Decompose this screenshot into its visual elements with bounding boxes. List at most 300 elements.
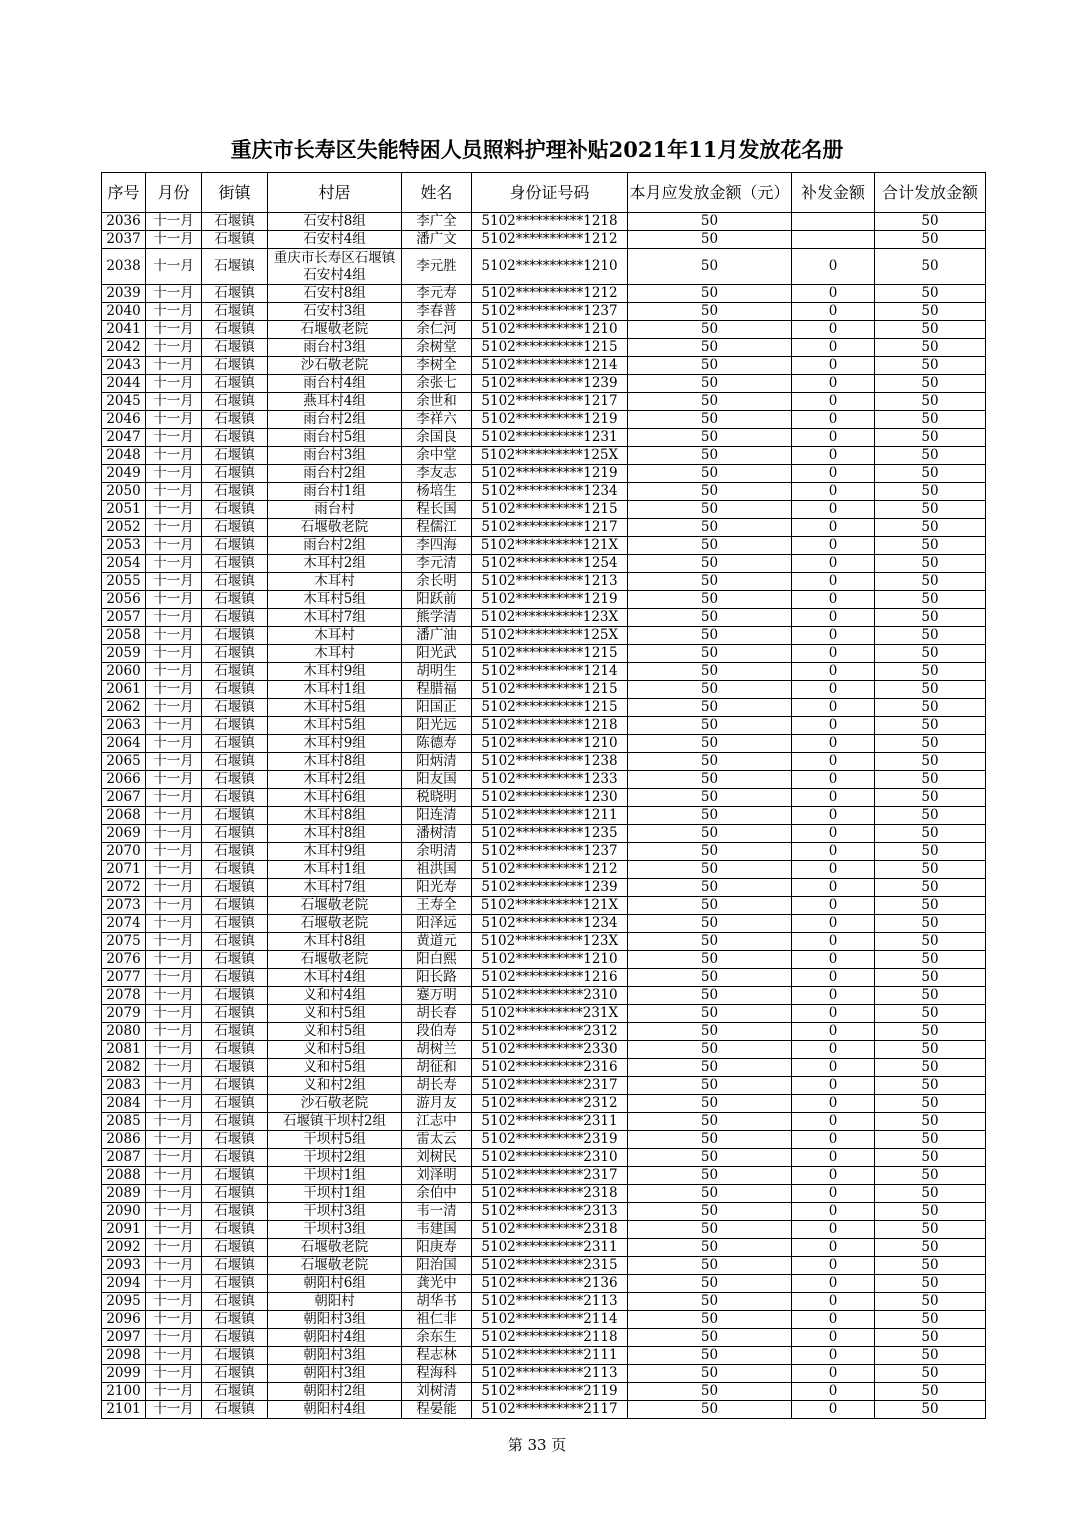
village-cell: 木耳村2组 xyxy=(268,771,402,789)
id-number-cell: 5102**********1212 xyxy=(472,231,628,249)
amount-cell: 50 xyxy=(628,753,792,771)
supplement-cell: 0 xyxy=(792,1113,875,1131)
name-cell: 刘树民 xyxy=(402,1149,472,1167)
amount-cell: 50 xyxy=(628,933,792,951)
total-cell: 50 xyxy=(875,717,986,735)
month-cell: 十一月 xyxy=(146,825,202,843)
month-cell: 十一月 xyxy=(146,1239,202,1257)
name-cell: 刘树清 xyxy=(402,1383,472,1401)
month-cell: 十一月 xyxy=(146,879,202,897)
month-cell: 十一月 xyxy=(146,483,202,501)
name-cell: 段伯寿 xyxy=(402,1023,472,1041)
total-cell: 50 xyxy=(875,555,986,573)
col-town-header: 街镇 xyxy=(202,173,268,213)
village-cell: 木耳村7组 xyxy=(268,879,402,897)
month-cell: 十一月 xyxy=(146,1329,202,1347)
table-row xyxy=(102,1401,986,1419)
village-cell: 义和村4组 xyxy=(268,987,402,1005)
supplement-cell: 0 xyxy=(792,537,875,555)
id-number-cell: 5102**********1215 xyxy=(472,501,628,519)
town-cell: 石堰镇 xyxy=(202,663,268,681)
total-cell: 50 xyxy=(875,843,986,861)
amount-cell: 50 xyxy=(628,573,792,591)
village-cell: 石安村3组 xyxy=(268,303,402,321)
amount-cell: 50 xyxy=(628,357,792,375)
name-cell: 陈德寿 xyxy=(402,735,472,753)
month-cell: 十一月 xyxy=(146,1401,202,1419)
supplement-cell: 0 xyxy=(792,1365,875,1383)
amount-cell: 50 xyxy=(628,1365,792,1383)
supplement-cell: 0 xyxy=(792,1023,875,1041)
town-cell: 石堰镇 xyxy=(202,1185,268,1203)
town-cell: 石堰镇 xyxy=(202,771,268,789)
name-cell: 阳跃前 xyxy=(402,591,472,609)
name-cell: 程海科 xyxy=(402,1365,472,1383)
seq-cell: 2085 xyxy=(102,1113,146,1131)
table-row xyxy=(102,807,986,825)
id-number-cell: 5102**********1216 xyxy=(472,969,628,987)
supplement-cell: 0 xyxy=(792,771,875,789)
village-cell: 朝阳村3组 xyxy=(268,1347,402,1365)
amount-cell: 50 xyxy=(628,465,792,483)
name-cell: 阳光武 xyxy=(402,645,472,663)
id-number-cell: 5102**********1234 xyxy=(472,915,628,933)
total-cell: 50 xyxy=(875,735,986,753)
total-cell: 50 xyxy=(875,213,986,231)
town-cell: 石堰镇 xyxy=(202,429,268,447)
month-cell: 十一月 xyxy=(146,1077,202,1095)
village-cell: 朝阳村3组 xyxy=(268,1311,402,1329)
supplement-cell: 0 xyxy=(792,825,875,843)
supplement-cell: 0 xyxy=(792,1401,875,1419)
total-cell: 50 xyxy=(875,1203,986,1221)
month-cell: 十一月 xyxy=(146,771,202,789)
amount-cell: 50 xyxy=(628,321,792,339)
amount-cell: 50 xyxy=(628,861,792,879)
seq-cell: 2054 xyxy=(102,555,146,573)
total-cell: 50 xyxy=(875,699,986,717)
amount-cell: 50 xyxy=(628,1257,792,1275)
table-row xyxy=(102,1383,986,1401)
total-cell: 50 xyxy=(875,879,986,897)
id-number-cell: 5102**********1235 xyxy=(472,825,628,843)
name-cell: 余树堂 xyxy=(402,339,472,357)
table-row xyxy=(102,753,986,771)
supplement-cell: 0 xyxy=(792,357,875,375)
id-number-cell: 5102**********2318 xyxy=(472,1185,628,1203)
col-seq-header: 序号 xyxy=(102,173,146,213)
town-cell: 石堰镇 xyxy=(202,357,268,375)
id-number-cell: 5102**********1212 xyxy=(472,861,628,879)
month-cell: 十一月 xyxy=(146,447,202,465)
name-cell: 祖仁非 xyxy=(402,1311,472,1329)
supplement-cell: 0 xyxy=(792,897,875,915)
id-number-cell: 5102**********2317 xyxy=(472,1077,628,1095)
name-cell: 阳国正 xyxy=(402,699,472,717)
total-cell: 50 xyxy=(875,951,986,969)
seq-cell: 2064 xyxy=(102,735,146,753)
seq-cell: 2038 xyxy=(102,249,146,285)
town-cell: 石堰镇 xyxy=(202,1059,268,1077)
name-cell: 李友志 xyxy=(402,465,472,483)
table-row xyxy=(102,987,986,1005)
seq-cell: 2089 xyxy=(102,1185,146,1203)
town-cell: 石堰镇 xyxy=(202,1203,268,1221)
village-cell: 雨台村3组 xyxy=(268,447,402,465)
supplement-cell: 0 xyxy=(792,735,875,753)
id-number-cell: 5102**********2113 xyxy=(472,1365,628,1383)
table-row xyxy=(102,717,986,735)
name-cell: 李四海 xyxy=(402,537,472,555)
seq-cell: 2078 xyxy=(102,987,146,1005)
village-cell: 木耳村8组 xyxy=(268,933,402,951)
id-number-cell: 5102**********2312 xyxy=(472,1023,628,1041)
seq-cell: 2098 xyxy=(102,1347,146,1365)
roster-table xyxy=(101,172,986,1419)
total-cell: 50 xyxy=(875,1221,986,1239)
supplement-cell: 0 xyxy=(792,501,875,519)
id-number-cell: 5102**********1214 xyxy=(472,357,628,375)
table-row xyxy=(102,357,986,375)
amount-cell: 50 xyxy=(628,501,792,519)
table-row xyxy=(102,609,986,627)
village-cell: 石堰敬老院 xyxy=(268,1257,402,1275)
table-row xyxy=(102,1311,986,1329)
town-cell: 石堰镇 xyxy=(202,807,268,825)
supplement-cell xyxy=(792,231,875,249)
month-cell: 十一月 xyxy=(146,1185,202,1203)
name-cell: 李元清 xyxy=(402,555,472,573)
town-cell: 石堰镇 xyxy=(202,1383,268,1401)
name-cell: 阳连清 xyxy=(402,807,472,825)
month-cell: 十一月 xyxy=(146,303,202,321)
seq-cell: 2083 xyxy=(102,1077,146,1095)
amount-cell: 50 xyxy=(628,285,792,303)
name-cell: 余中堂 xyxy=(402,447,472,465)
village-cell: 木耳村5组 xyxy=(268,591,402,609)
amount-cell: 50 xyxy=(628,519,792,537)
month-cell: 十一月 xyxy=(146,735,202,753)
id-number-cell: 5102**********2310 xyxy=(472,1149,628,1167)
name-cell: 阳炳清 xyxy=(402,753,472,771)
month-cell: 十一月 xyxy=(146,1203,202,1221)
id-number-cell: 5102**********1215 xyxy=(472,681,628,699)
total-cell: 50 xyxy=(875,1113,986,1131)
supplement-cell: 0 xyxy=(792,1131,875,1149)
total-cell: 50 xyxy=(875,861,986,879)
month-cell: 十一月 xyxy=(146,807,202,825)
table-header-row xyxy=(102,173,986,213)
seq-cell: 2045 xyxy=(102,393,146,411)
supplement-cell: 0 xyxy=(792,465,875,483)
name-cell: 胡征和 xyxy=(402,1059,472,1077)
seq-cell: 2040 xyxy=(102,303,146,321)
month-cell: 十一月 xyxy=(146,645,202,663)
name-cell: 李元胜 xyxy=(402,249,472,285)
month-cell: 十一月 xyxy=(146,1293,202,1311)
village-cell: 石堰敬老院 xyxy=(268,951,402,969)
month-cell: 十一月 xyxy=(146,411,202,429)
village-cell: 干坝村1组 xyxy=(268,1167,402,1185)
supplement-cell: 0 xyxy=(792,717,875,735)
supplement-cell: 0 xyxy=(792,1077,875,1095)
total-cell: 50 xyxy=(875,519,986,537)
name-cell: 余世和 xyxy=(402,393,472,411)
amount-cell: 50 xyxy=(628,411,792,429)
village-cell: 木耳村8组 xyxy=(268,807,402,825)
supplement-cell: 0 xyxy=(792,573,875,591)
seq-cell: 2039 xyxy=(102,285,146,303)
town-cell: 石堰镇 xyxy=(202,681,268,699)
month-cell: 十一月 xyxy=(146,609,202,627)
seq-cell: 2082 xyxy=(102,1059,146,1077)
supplement-cell: 0 xyxy=(792,681,875,699)
village-cell: 雨台村4组 xyxy=(268,375,402,393)
seq-cell: 2099 xyxy=(102,1365,146,1383)
amount-cell: 50 xyxy=(628,483,792,501)
total-cell: 50 xyxy=(875,1077,986,1095)
month-cell: 十一月 xyxy=(146,1347,202,1365)
name-cell: 韦一清 xyxy=(402,1203,472,1221)
amount-cell: 50 xyxy=(628,951,792,969)
seq-cell: 2092 xyxy=(102,1239,146,1257)
amount-cell: 50 xyxy=(628,915,792,933)
name-cell: 龚光中 xyxy=(402,1275,472,1293)
col-month-header: 月份 xyxy=(146,173,202,213)
seq-cell: 2072 xyxy=(102,879,146,897)
supplement-cell: 0 xyxy=(792,1221,875,1239)
seq-cell: 2044 xyxy=(102,375,146,393)
total-cell: 50 xyxy=(875,663,986,681)
seq-cell: 2036 xyxy=(102,213,146,231)
village-cell: 石堰敬老院 xyxy=(268,915,402,933)
col-village-header: 村居 xyxy=(268,173,402,213)
supplement-cell: 0 xyxy=(792,645,875,663)
town-cell: 石堰镇 xyxy=(202,1077,268,1095)
village-cell: 木耳村9组 xyxy=(268,663,402,681)
village-cell: 木耳村1组 xyxy=(268,861,402,879)
name-cell: 程长国 xyxy=(402,501,472,519)
town-cell: 石堰镇 xyxy=(202,753,268,771)
total-cell: 50 xyxy=(875,447,986,465)
town-cell: 石堰镇 xyxy=(202,843,268,861)
village-cell: 石堰敬老院 xyxy=(268,321,402,339)
month-cell: 十一月 xyxy=(146,1149,202,1167)
month-cell: 十一月 xyxy=(146,1167,202,1185)
name-cell: 程晏能 xyxy=(402,1401,472,1419)
total-cell: 50 xyxy=(875,789,986,807)
amount-cell: 50 xyxy=(628,1077,792,1095)
id-number-cell: 5102**********121X xyxy=(472,897,628,915)
table-row xyxy=(102,1077,986,1095)
seq-cell: 2075 xyxy=(102,933,146,951)
town-cell: 石堰镇 xyxy=(202,573,268,591)
id-number-cell: 5102**********1217 xyxy=(472,393,628,411)
id-number-cell: 5102**********1219 xyxy=(472,465,628,483)
month-cell: 十一月 xyxy=(146,627,202,645)
village-cell: 朝阳村3组 xyxy=(268,1365,402,1383)
month-cell: 十一月 xyxy=(146,861,202,879)
month-cell: 十一月 xyxy=(146,663,202,681)
supplement-cell: 0 xyxy=(792,861,875,879)
table-row xyxy=(102,1257,986,1275)
village-cell: 朝阳村4组 xyxy=(268,1401,402,1419)
village-cell: 义和村2组 xyxy=(268,1077,402,1095)
total-cell: 50 xyxy=(875,537,986,555)
table-row xyxy=(102,969,986,987)
town-cell: 石堰镇 xyxy=(202,789,268,807)
supplement-cell: 0 xyxy=(792,519,875,537)
id-number-cell: 5102**********1218 xyxy=(472,213,628,231)
table-row xyxy=(102,321,986,339)
id-number-cell: 5102**********2311 xyxy=(472,1239,628,1257)
town-cell: 石堰镇 xyxy=(202,213,268,231)
name-cell: 阳庚寿 xyxy=(402,1239,472,1257)
name-cell: 李元寿 xyxy=(402,285,472,303)
village-cell: 雨台村3组 xyxy=(268,339,402,357)
total-cell: 50 xyxy=(875,411,986,429)
name-cell: 潘广油 xyxy=(402,627,472,645)
village-cell: 木耳村 xyxy=(268,627,402,645)
seq-cell: 2051 xyxy=(102,501,146,519)
seq-cell: 2055 xyxy=(102,573,146,591)
month-cell: 十一月 xyxy=(146,555,202,573)
seq-cell: 2068 xyxy=(102,807,146,825)
town-cell: 石堰镇 xyxy=(202,1167,268,1185)
supplement-cell: 0 xyxy=(792,1185,875,1203)
id-number-cell: 5102**********2310 xyxy=(472,987,628,1005)
month-cell: 十一月 xyxy=(146,1005,202,1023)
table-row xyxy=(102,1275,986,1293)
total-cell: 50 xyxy=(875,483,986,501)
month-cell: 十一月 xyxy=(146,231,202,249)
table-row xyxy=(102,393,986,411)
total-cell: 50 xyxy=(875,591,986,609)
town-cell: 石堰镇 xyxy=(202,1239,268,1257)
town-cell: 石堰镇 xyxy=(202,339,268,357)
amount-cell: 50 xyxy=(628,537,792,555)
seq-cell: 2050 xyxy=(102,483,146,501)
id-number-cell: 5102**********1233 xyxy=(472,771,628,789)
name-cell: 李广全 xyxy=(402,213,472,231)
town-cell: 石堰镇 xyxy=(202,303,268,321)
town-cell: 石堰镇 xyxy=(202,1311,268,1329)
total-cell: 50 xyxy=(875,1401,986,1419)
name-cell: 阳白熙 xyxy=(402,951,472,969)
month-cell: 十一月 xyxy=(146,1023,202,1041)
id-number-cell: 5102**********2111 xyxy=(472,1347,628,1365)
month-cell: 十一月 xyxy=(146,429,202,447)
id-number-cell: 5102**********2117 xyxy=(472,1401,628,1419)
id-number-cell: 5102**********1219 xyxy=(472,411,628,429)
amount-cell: 50 xyxy=(628,1095,792,1113)
total-cell: 50 xyxy=(875,771,986,789)
month-cell: 十一月 xyxy=(146,1257,202,1275)
total-cell: 50 xyxy=(875,1329,986,1347)
village-cell: 石堰敬老院 xyxy=(268,897,402,915)
table-row xyxy=(102,213,986,231)
village-cell: 朝阳村4组 xyxy=(268,1329,402,1347)
supplement-cell: 0 xyxy=(792,663,875,681)
supplement-cell: 0 xyxy=(792,483,875,501)
seq-cell: 2087 xyxy=(102,1149,146,1167)
village-cell: 朝阳村2组 xyxy=(268,1383,402,1401)
total-cell: 50 xyxy=(875,969,986,987)
amount-cell: 50 xyxy=(628,717,792,735)
town-cell: 石堰镇 xyxy=(202,591,268,609)
seq-cell: 2088 xyxy=(102,1167,146,1185)
table-row xyxy=(102,429,986,447)
seq-cell: 2095 xyxy=(102,1293,146,1311)
month-cell: 十一月 xyxy=(146,1095,202,1113)
table-row xyxy=(102,501,986,519)
name-cell: 余张七 xyxy=(402,375,472,393)
town-cell: 石堰镇 xyxy=(202,1401,268,1419)
village-cell: 木耳村8组 xyxy=(268,825,402,843)
table-row xyxy=(102,645,986,663)
id-number-cell: 5102**********1213 xyxy=(472,573,628,591)
name-cell: 杨培生 xyxy=(402,483,472,501)
supplement-cell: 0 xyxy=(792,591,875,609)
table-row xyxy=(102,375,986,393)
id-number-cell: 5102**********1237 xyxy=(472,843,628,861)
total-cell: 50 xyxy=(875,933,986,951)
name-cell: 胡明生 xyxy=(402,663,472,681)
seq-cell: 2077 xyxy=(102,969,146,987)
id-number-cell: 5102**********2312 xyxy=(472,1095,628,1113)
name-cell: 程儒江 xyxy=(402,519,472,537)
id-number-cell: 5102**********2330 xyxy=(472,1041,628,1059)
amount-cell: 50 xyxy=(628,699,792,717)
town-cell: 石堰镇 xyxy=(202,537,268,555)
amount-cell: 50 xyxy=(628,1221,792,1239)
amount-cell: 50 xyxy=(628,1005,792,1023)
id-number-cell: 5102**********1215 xyxy=(472,339,628,357)
name-cell: 阳友国 xyxy=(402,771,472,789)
table-row xyxy=(102,483,986,501)
table-row xyxy=(102,933,986,951)
amount-cell: 50 xyxy=(628,555,792,573)
town-cell: 石堰镇 xyxy=(202,1365,268,1383)
town-cell: 石堰镇 xyxy=(202,987,268,1005)
total-cell: 50 xyxy=(875,987,986,1005)
id-number-cell: 5102**********125X xyxy=(472,447,628,465)
seq-cell: 2063 xyxy=(102,717,146,735)
month-cell: 十一月 xyxy=(146,699,202,717)
table-body xyxy=(102,213,986,1419)
name-cell: 阳光远 xyxy=(402,717,472,735)
table-row xyxy=(102,1023,986,1041)
month-cell: 十一月 xyxy=(146,1221,202,1239)
name-cell: 余明清 xyxy=(402,843,472,861)
village-cell: 重庆市长寿区石堰镇石安村4组 xyxy=(268,249,402,285)
month-cell: 十一月 xyxy=(146,753,202,771)
name-cell: 江志中 xyxy=(402,1113,472,1131)
village-cell: 木耳村7组 xyxy=(268,609,402,627)
total-cell: 50 xyxy=(875,825,986,843)
amount-cell: 50 xyxy=(628,897,792,915)
seq-cell: 2081 xyxy=(102,1041,146,1059)
table-row xyxy=(102,1365,986,1383)
town-cell: 石堰镇 xyxy=(202,1131,268,1149)
name-cell: 余国良 xyxy=(402,429,472,447)
amount-cell: 50 xyxy=(628,1347,792,1365)
table-row xyxy=(102,465,986,483)
amount-cell: 50 xyxy=(628,879,792,897)
supplement-cell: 0 xyxy=(792,789,875,807)
table-row xyxy=(102,951,986,969)
seq-cell: 2070 xyxy=(102,843,146,861)
